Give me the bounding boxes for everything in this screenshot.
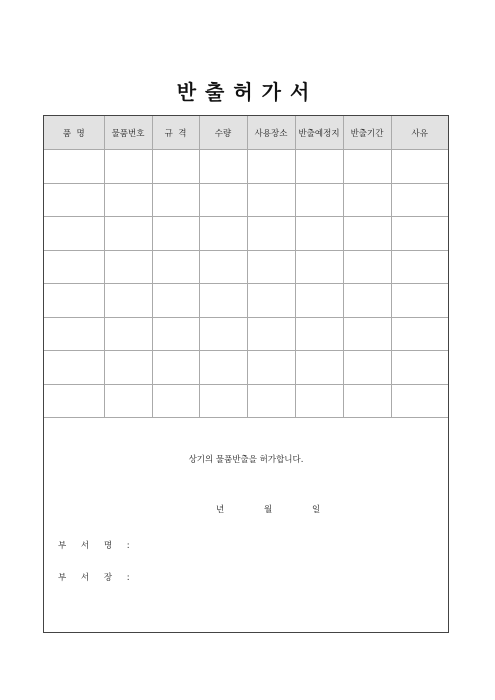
table-cell[interactable]: [152, 250, 199, 284]
table-cell[interactable]: [199, 250, 247, 284]
column-header-reason: 사유: [391, 116, 448, 150]
table-cell[interactable]: [343, 150, 391, 184]
table-cell[interactable]: [152, 384, 199, 418]
table-cell[interactable]: [295, 217, 343, 251]
table-cell[interactable]: [152, 217, 199, 251]
table-cell[interactable]: [104, 217, 152, 251]
table-cell[interactable]: [199, 351, 247, 385]
table-cell[interactable]: [199, 284, 247, 318]
column-header-quantity: 수량: [199, 116, 247, 150]
column-header-use-location: 사용장소: [247, 116, 295, 150]
table-row: [44, 217, 448, 251]
table-cell[interactable]: [44, 317, 104, 351]
table-cell[interactable]: [391, 183, 448, 217]
table-cell[interactable]: [152, 150, 199, 184]
table-cell[interactable]: [295, 250, 343, 284]
date-day-label: 일: [312, 505, 321, 515]
table-cell[interactable]: [343, 183, 391, 217]
department-name-label: 부 서 명 :: [58, 541, 136, 551]
table-cell[interactable]: [104, 317, 152, 351]
column-header-destination: 반출예정지: [295, 116, 343, 150]
table-cell[interactable]: [44, 284, 104, 318]
table-cell[interactable]: [44, 217, 104, 251]
table-cell[interactable]: [44, 351, 104, 385]
table-cell[interactable]: [152, 284, 199, 318]
date-year-label: 년: [216, 505, 225, 515]
table-cell[interactable]: [44, 250, 104, 284]
column-header-period: 반출기간: [343, 116, 391, 150]
approval-statement: 상기의 물품반출을 허가합니다.: [188, 455, 304, 465]
table-cell[interactable]: [199, 183, 247, 217]
table-cell[interactable]: [391, 250, 448, 284]
column-header-spec: 규 격: [152, 116, 199, 150]
table-cell[interactable]: [104, 284, 152, 318]
table-cell[interactable]: [247, 217, 295, 251]
table-row: [44, 250, 448, 284]
table-cell[interactable]: [44, 384, 104, 418]
table-cell[interactable]: [343, 384, 391, 418]
table-cell[interactable]: [391, 351, 448, 385]
table-cell[interactable]: [295, 317, 343, 351]
table-cell[interactable]: [391, 284, 448, 318]
table-cell[interactable]: [247, 351, 295, 385]
table-cell[interactable]: [247, 150, 295, 184]
table-row: [44, 150, 448, 184]
table-cell[interactable]: [343, 284, 391, 318]
table-cell[interactable]: [247, 384, 295, 418]
table-cell[interactable]: [295, 150, 343, 184]
table-cell[interactable]: [44, 150, 104, 184]
table-cell[interactable]: [152, 351, 199, 385]
table-row: [44, 284, 448, 318]
table-cell[interactable]: [343, 217, 391, 251]
date-month-label: 월: [264, 505, 273, 515]
table-cell[interactable]: [104, 150, 152, 184]
table-cell[interactable]: [199, 317, 247, 351]
table-cell[interactable]: [152, 317, 199, 351]
table-cell[interactable]: [391, 217, 448, 251]
department-head-label: 부 서 장 :: [58, 573, 136, 583]
table-cell[interactable]: [104, 384, 152, 418]
table-row: [44, 183, 448, 217]
table-row: [44, 384, 448, 418]
column-header-item-name: 품 명: [44, 116, 104, 150]
table-cell[interactable]: [343, 351, 391, 385]
table-cell[interactable]: [247, 183, 295, 217]
table-cell[interactable]: [104, 351, 152, 385]
document-title: 반출허가서: [176, 80, 319, 104]
table-cell[interactable]: [295, 384, 343, 418]
table-cell[interactable]: [247, 284, 295, 318]
table-cell[interactable]: [104, 250, 152, 284]
table-row: [44, 351, 448, 385]
table-cell[interactable]: [343, 317, 391, 351]
table-cell[interactable]: [391, 384, 448, 418]
table-cell[interactable]: [104, 183, 152, 217]
column-header-item-number: 물품번호: [104, 116, 152, 150]
table-cell[interactable]: [199, 217, 247, 251]
table-cell[interactable]: [391, 317, 448, 351]
items-table: [44, 116, 448, 418]
table-cell[interactable]: [391, 150, 448, 184]
table-cell[interactable]: [247, 250, 295, 284]
table-cell[interactable]: [295, 284, 343, 318]
table-cell[interactable]: [199, 150, 247, 184]
form-frame: [43, 115, 449, 633]
table-row: [44, 317, 448, 351]
table-cell[interactable]: [152, 183, 199, 217]
table-cell[interactable]: [343, 250, 391, 284]
table-cell[interactable]: [247, 317, 295, 351]
table-header-row: [44, 116, 448, 150]
table-cell[interactable]: [295, 351, 343, 385]
table-cell[interactable]: [44, 183, 104, 217]
table-cell[interactable]: [295, 183, 343, 217]
table-cell[interactable]: [199, 384, 247, 418]
